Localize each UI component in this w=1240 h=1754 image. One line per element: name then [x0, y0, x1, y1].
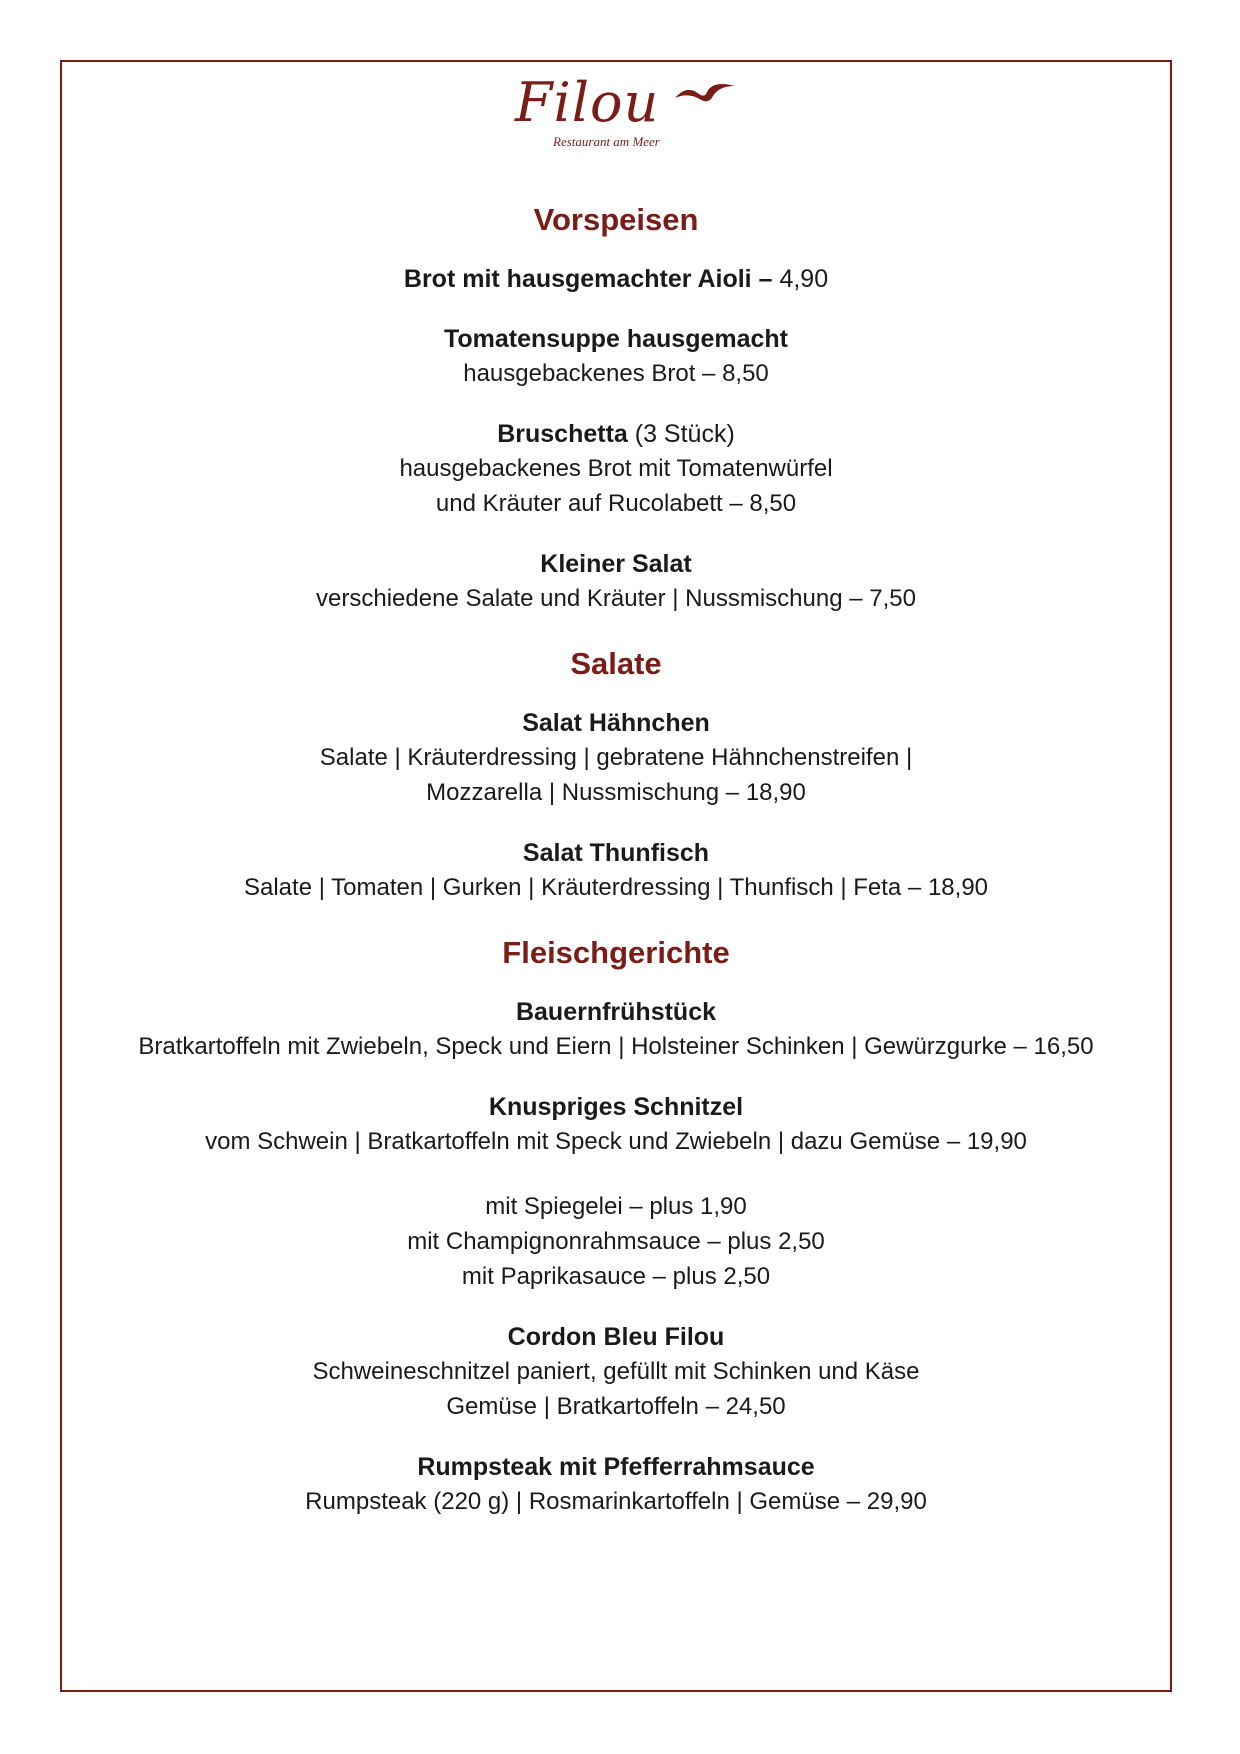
dish-name: Salat Thunfisch [522, 839, 710, 867]
dish-description: vom Schwein | Bratkartoffeln mit Speck und Zwiebeln | dazu Gemüse – 19,90 [205, 1128, 1027, 1155]
dish-description: Rumpsteak (220 g) | Rosmarinkartoffeln | Gemüse – 29,90 [305, 1488, 927, 1515]
dish-name: Cordon Bleu Filou [507, 1323, 725, 1351]
seagull-icon [673, 78, 737, 112]
section-vorspeisen [62, 200, 1170, 616]
dish-note: (3 Stück) [634, 420, 735, 448]
dish-price: 4,90 [779, 265, 829, 293]
section-fleischgerichte [62, 933, 1170, 1519]
section-title: Fleischgerichte [502, 935, 730, 970]
dish [62, 322, 1170, 391]
menu-content [62, 200, 1170, 1547]
dish [62, 1090, 1170, 1294]
dish-description: Salate | Kräuterdressing | gebratene Hähnchenstreifen | [319, 744, 913, 771]
dish-name: Tomatensuppe hausgemacht [443, 325, 789, 353]
dish-description: Salate | Tomaten | Gurken | Kräuterdressing | Thunfisch | Feta – 18,90 [243, 874, 989, 901]
dish-extra: mit Paprikasauce – plus 2,50 [461, 1263, 771, 1290]
dish [62, 1320, 1170, 1424]
dish [62, 262, 1170, 296]
dish-description: Bratkartoffeln mit Zwiebeln, Speck und Eiern | Holsteiner Schinken | Gewürzgurke – 16,50 [138, 1033, 1094, 1060]
dish [62, 706, 1170, 810]
dish-description: hausgebackenes Brot mit Tomatenwürfel [399, 455, 833, 482]
section-title: Vorspeisen [533, 202, 699, 237]
dish-name: Knuspriges Schnitzel [488, 1093, 744, 1121]
section-salate [62, 644, 1170, 905]
dish-name: Salat Hähnchen [522, 709, 710, 737]
dish-description: Schweineschnitzel paniert, gefüllt mit Schinken und Käse [312, 1358, 920, 1385]
dish [62, 1450, 1170, 1519]
dish-name: Brot mit hausgemachter Aioli – [403, 265, 773, 293]
dish-description: Gemüse | Bratkartoffeln – 24,50 [446, 1393, 786, 1420]
dish-extra: mit Spiegelei – plus 1,90 [485, 1193, 747, 1220]
dish-extras [62, 1189, 1170, 1294]
dish [62, 417, 1170, 521]
restaurant-logo [505, 70, 745, 156]
section-title: Salate [570, 646, 662, 681]
dish [62, 547, 1170, 616]
logo-wordmark: Filou [515, 71, 660, 134]
dish-description: Mozzarella | Nussmischung – 18,90 [426, 779, 806, 806]
dish [62, 995, 1170, 1064]
dish-name: Bauernfrühstück [515, 998, 717, 1026]
dish-name: Bruschetta [497, 420, 628, 448]
dish-extra: mit Champignonrahmsauce – plus 2,50 [407, 1228, 825, 1255]
logo-tagline: Restaurant am Meer [553, 134, 660, 149]
dish-description: und Kräuter auf Rucolabett – 8,50 [435, 490, 797, 517]
dish-name: Rumpsteak mit Pfefferrahmsauce [417, 1453, 815, 1481]
dish [62, 836, 1170, 905]
dish-name: Kleiner Salat [540, 550, 692, 578]
dish-description: hausgebackenes Brot – 8,50 [463, 360, 769, 387]
dish-description: verschiedene Salate und Kräuter | Nussmischung – 7,50 [316, 585, 916, 612]
